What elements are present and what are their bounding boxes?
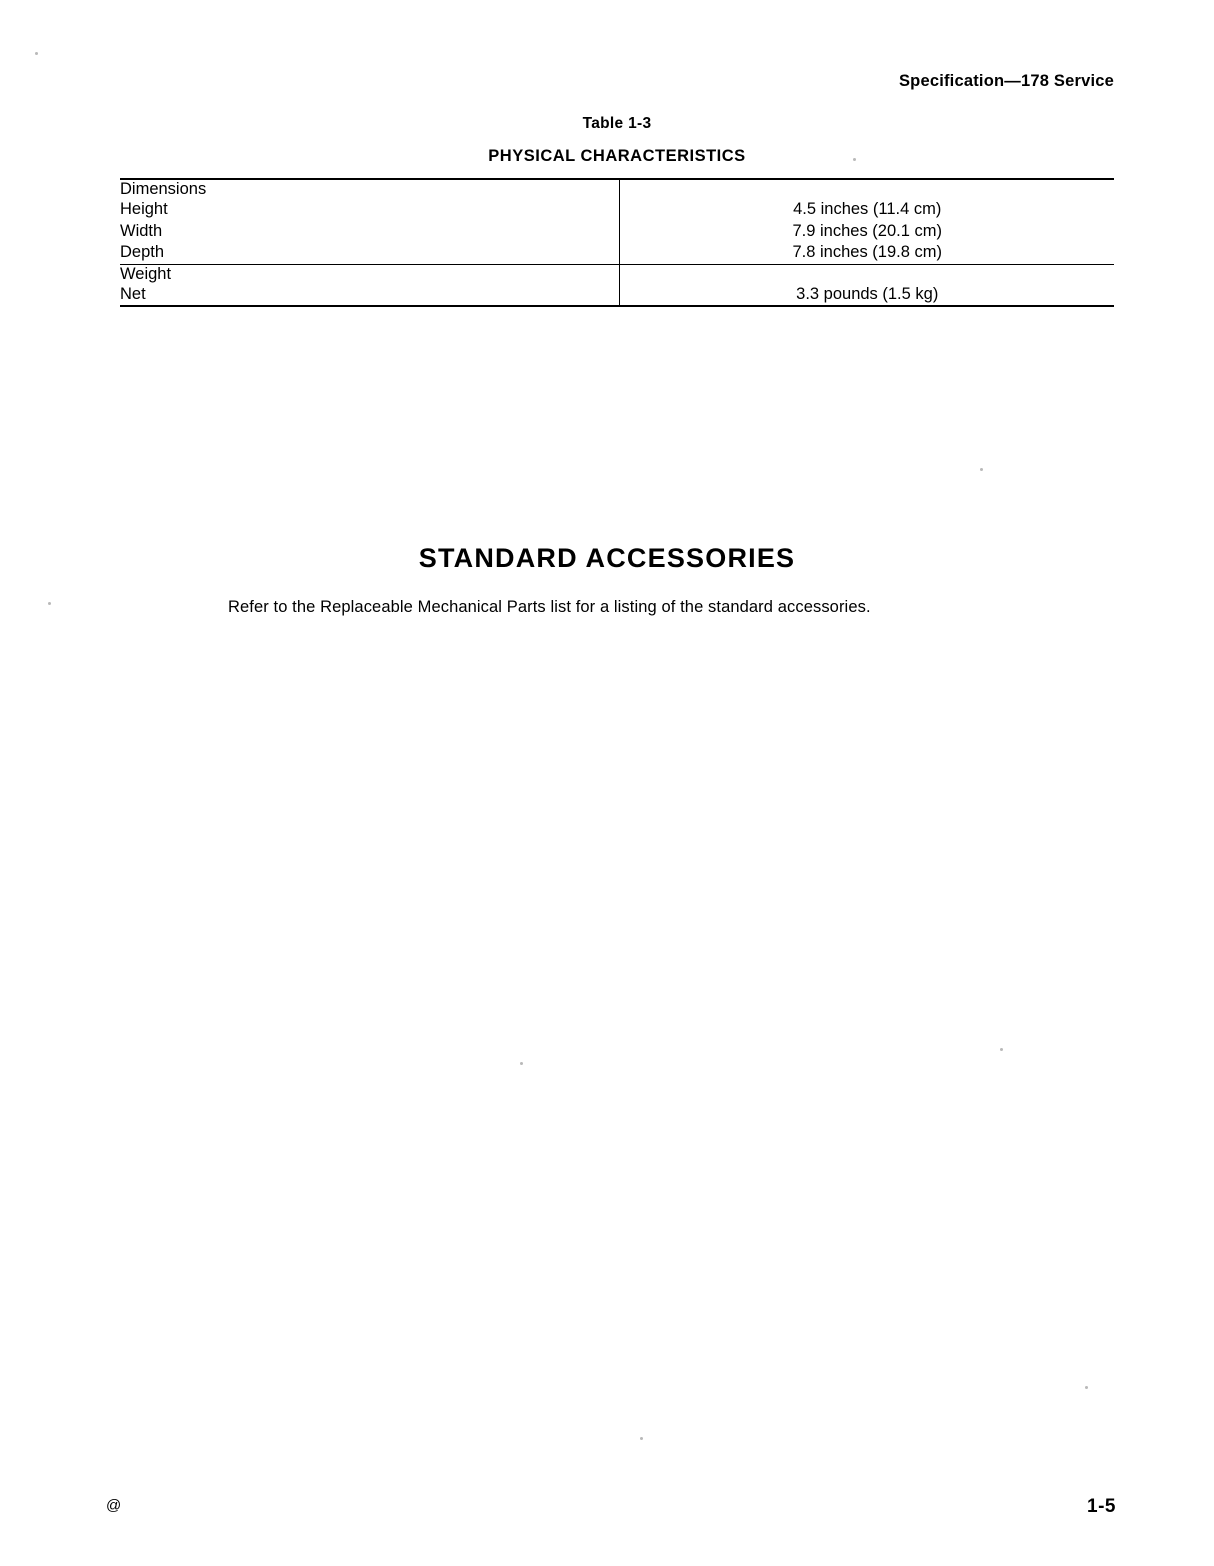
row-label-width: Width xyxy=(120,221,620,243)
row-label-net: Net xyxy=(120,284,620,306)
scan-speck-icon xyxy=(853,158,856,161)
scan-speck-icon xyxy=(520,1062,523,1065)
row-value-net: 3.3 pounds (1.5 kg) xyxy=(796,284,939,303)
physical-characteristics-table xyxy=(120,178,1114,307)
scan-speck-icon xyxy=(48,602,51,605)
table-row xyxy=(120,221,1114,243)
row-label-depth: Depth xyxy=(120,242,620,264)
table-row xyxy=(120,242,1114,264)
category-label-dimensions: Dimensions xyxy=(120,179,620,199)
section-heading-standard-accessories: STANDARD ACCESSORIES xyxy=(418,543,796,573)
table-row xyxy=(120,264,1114,284)
scan-speck-icon xyxy=(980,468,983,471)
table-title-caption: PHYSICAL CHARACTERISTICS xyxy=(488,147,746,165)
table-number-caption: Table 1-3 xyxy=(582,115,652,132)
scan-speck-icon xyxy=(1085,1386,1088,1389)
table-row xyxy=(120,199,1114,221)
table-row xyxy=(120,284,1114,306)
scan-speck-icon xyxy=(640,1437,643,1440)
row-value-depth: 7.8 inches (19.8 cm) xyxy=(792,243,942,261)
footer-mark: @ xyxy=(106,1497,122,1514)
section-body-text: Refer to the Replaceable Mechanical Parts list for a listing of the standard accessories. xyxy=(228,598,871,616)
row-value-width: 7.9 inches (20.1 cm) xyxy=(792,221,942,240)
table-row xyxy=(120,179,1114,199)
scan-speck-icon xyxy=(1000,1048,1003,1051)
table-bottom-rule xyxy=(120,305,1114,306)
physical-characteristics-table-block xyxy=(120,115,1114,307)
scan-speck-icon xyxy=(35,52,38,55)
category-label-weight: Weight xyxy=(120,264,620,284)
row-label-height: Height xyxy=(120,199,620,221)
running-header: Specification—178 Service xyxy=(898,72,1114,90)
page-number: 1-5 xyxy=(1087,1496,1116,1517)
row-value-height: 4.5 inches (11.4 cm) xyxy=(793,200,942,218)
